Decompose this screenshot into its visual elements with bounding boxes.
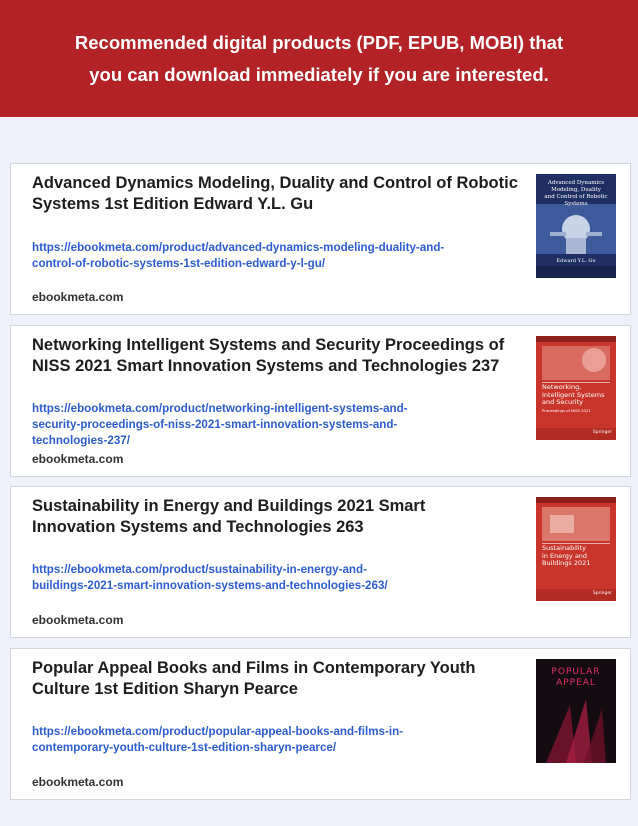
product-link-line: technologies-237/ [32, 434, 130, 447]
banner-line-1: Recommended digital products (PDF, EPUB, MOBI) that [74, 31, 564, 53]
cover-title-line: Advanced Dynamics [547, 180, 605, 186]
product-link-line: https://ebookmeta.com/product/popular-appeal-books-and-films-in- [32, 725, 404, 738]
product-title-line: Systems 1st Edition Edward Y.L. Gu [32, 195, 314, 213]
product-card-2 [10, 325, 631, 477]
product-title-line: Innovation Systems and Technologies 263 [32, 518, 364, 536]
cover-title-line: Intelligent Systems [542, 390, 605, 399]
product-card-1 [10, 163, 631, 315]
cover-title-line: Networking, [542, 383, 582, 391]
product-link[interactable] [32, 401, 512, 449]
cover-subtitle: Proceedings of NISS 2021 [542, 408, 591, 413]
site-name: ebookmeta.com [32, 452, 124, 466]
product-title-line: Popular Appeal Books and Films in Contemporary Youth [32, 659, 476, 677]
product-link-line: buildings-2021-smart-innovation-systems-and-technologies-263/ [32, 579, 388, 592]
product-link[interactable] [32, 724, 512, 756]
product-title-line: Culture 1st Edition Sharyn Pearce [32, 680, 298, 698]
site-name: ebookmeta.com [32, 290, 124, 304]
book-cover[interactable] [536, 336, 616, 440]
product-link[interactable] [32, 240, 512, 272]
product-title[interactable] [32, 658, 532, 700]
site-name: ebookmeta.com [32, 775, 124, 789]
product-title-line: NISS 2021 Smart Innovation Systems and Technologies 237 [32, 357, 500, 375]
product-card-3 [10, 486, 631, 638]
product-link-line: contemporary-youth-culture-1st-edition-sharyn-pearce/ [32, 741, 337, 754]
cover-title-line: and Control of Robotic Systems [544, 194, 608, 207]
product-link-line: security-proceedings-of-niss-2021-smart-innovation-systems-and- [32, 418, 398, 431]
product-title[interactable] [32, 496, 532, 538]
cover-publisher: Springer [592, 430, 612, 435]
cover-title-line: in Energy and [542, 551, 588, 560]
cover-publisher: Springer [592, 591, 612, 596]
recommendation-banner [0, 0, 638, 117]
product-link-line: https://ebookmeta.com/product/networking-intelligent-systems-and- [32, 402, 408, 415]
cover-title-line: APPEAL [556, 678, 596, 688]
product-link-line: https://ebookmeta.com/product/sustainability-in-energy-and- [32, 563, 367, 576]
product-title-line: Sustainability in Energy and Buildings 2021 Smart [32, 497, 426, 515]
cover-title-line: and Security [542, 398, 583, 406]
banner-line-2: you can download immediately if you are interested. [89, 63, 549, 85]
cover-title-line: POPULAR [551, 667, 601, 677]
cover-title-line: Modeling, Duality [551, 187, 601, 193]
site-name: ebookmeta.com [32, 613, 124, 627]
product-title-line: Advanced Dynamics Modeling, Duality and Control of Robotic [32, 174, 518, 192]
book-cover[interactable] [536, 497, 616, 601]
product-link-line: control-of-robotic-systems-1st-edition-edward-y-l-gu/ [32, 257, 326, 270]
book-cover[interactable] [536, 174, 616, 278]
product-title[interactable] [32, 173, 532, 215]
product-title[interactable] [32, 335, 532, 377]
cover-title-line: Buildings 2021 [542, 559, 591, 567]
product-link-line: https://ebookmeta.com/product/advanced-dynamics-modeling-duality-and- [32, 241, 445, 254]
cover-title-line: Sustainability [542, 544, 587, 552]
product-title-line: Networking Intelligent Systems and Security Proceedings of [32, 336, 505, 354]
book-cover[interactable] [536, 659, 616, 763]
product-card-4 [10, 648, 631, 800]
cover-author: Edward Y.L. Gu [556, 258, 596, 264]
product-link[interactable] [32, 562, 512, 594]
